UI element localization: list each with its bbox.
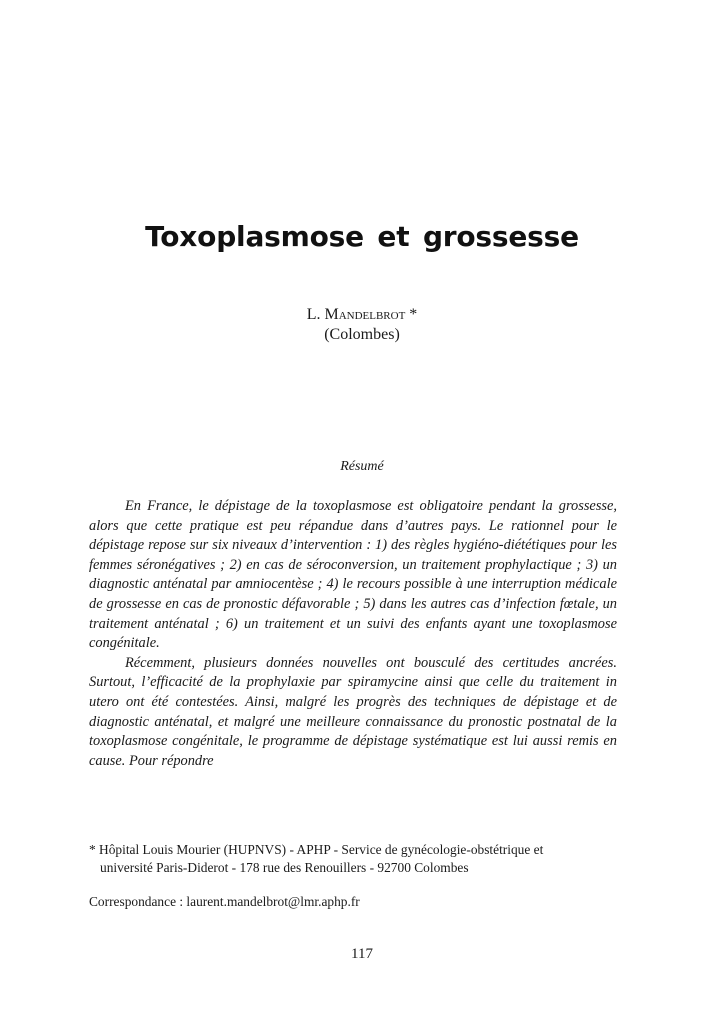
correspondence-line: Correspondance : laurent.mandelbrot@lmr.aphp.fr xyxy=(89,894,360,909)
abstract-paragraph-2: Récemment, plusieurs données nouvelles ont bousculé des certitudes ancrées. Surtout, l’efficacité de la prophylaxie par spiramycine ainsi que celle du traitement in utero ont été contestées. Ainsi, malgré les progrès des techniques de dépistage et de diagnostic anténatal, et malgré une meilleure connaissance du pronostic postnatal de la toxoplasmose congénitale, le programme de dépistage systématique est lui aussi remis en cause. Pour répondre xyxy=(89,654,617,769)
footnote-line-1: * Hôpital Louis Mourier (HUPNVS) - APHP - Service de gynécologie-obstétrique et xyxy=(89,842,544,857)
page-number: 117 xyxy=(351,946,373,962)
article-title: Toxoplasmose et grossesse xyxy=(145,220,579,253)
abstract-paragraph-1: En France, le dépistage de la toxoplasmose est obligatoire pendant la grossesse, alors que cette pratique est peu répandue dans d’autres pays. Le rationnel pour le dépistage repose sur six niveaux d’intervention : 1) des règles hygiéno-diététiques pour les femmes séronégatives ; 2) en cas de séroconversion, un traitement prophylactique ; 3) un diagnostic anténatal par amniocentèse ; 4) le recours possible à une interruption médicale de grossesse en cas de pronostic défavorable ; 5) dans les autres cas d’infection fœtale, un traitement anténatal ; 6) un traitement et un suivi des enfants ayant une toxoplasmose congénitale. xyxy=(89,498,617,652)
abstract-body xyxy=(89,497,617,771)
author-footnote xyxy=(89,841,629,877)
author-name: L. Mandelbrot * xyxy=(306,306,418,323)
footnote-line-2: université Paris-Diderot - 178 rue des Renouillers - 92700 Colombes xyxy=(100,860,469,875)
abstract-heading: Résumé xyxy=(340,459,384,474)
author-block xyxy=(0,305,724,345)
author-affiliation-city: (Colombes) xyxy=(324,326,400,343)
